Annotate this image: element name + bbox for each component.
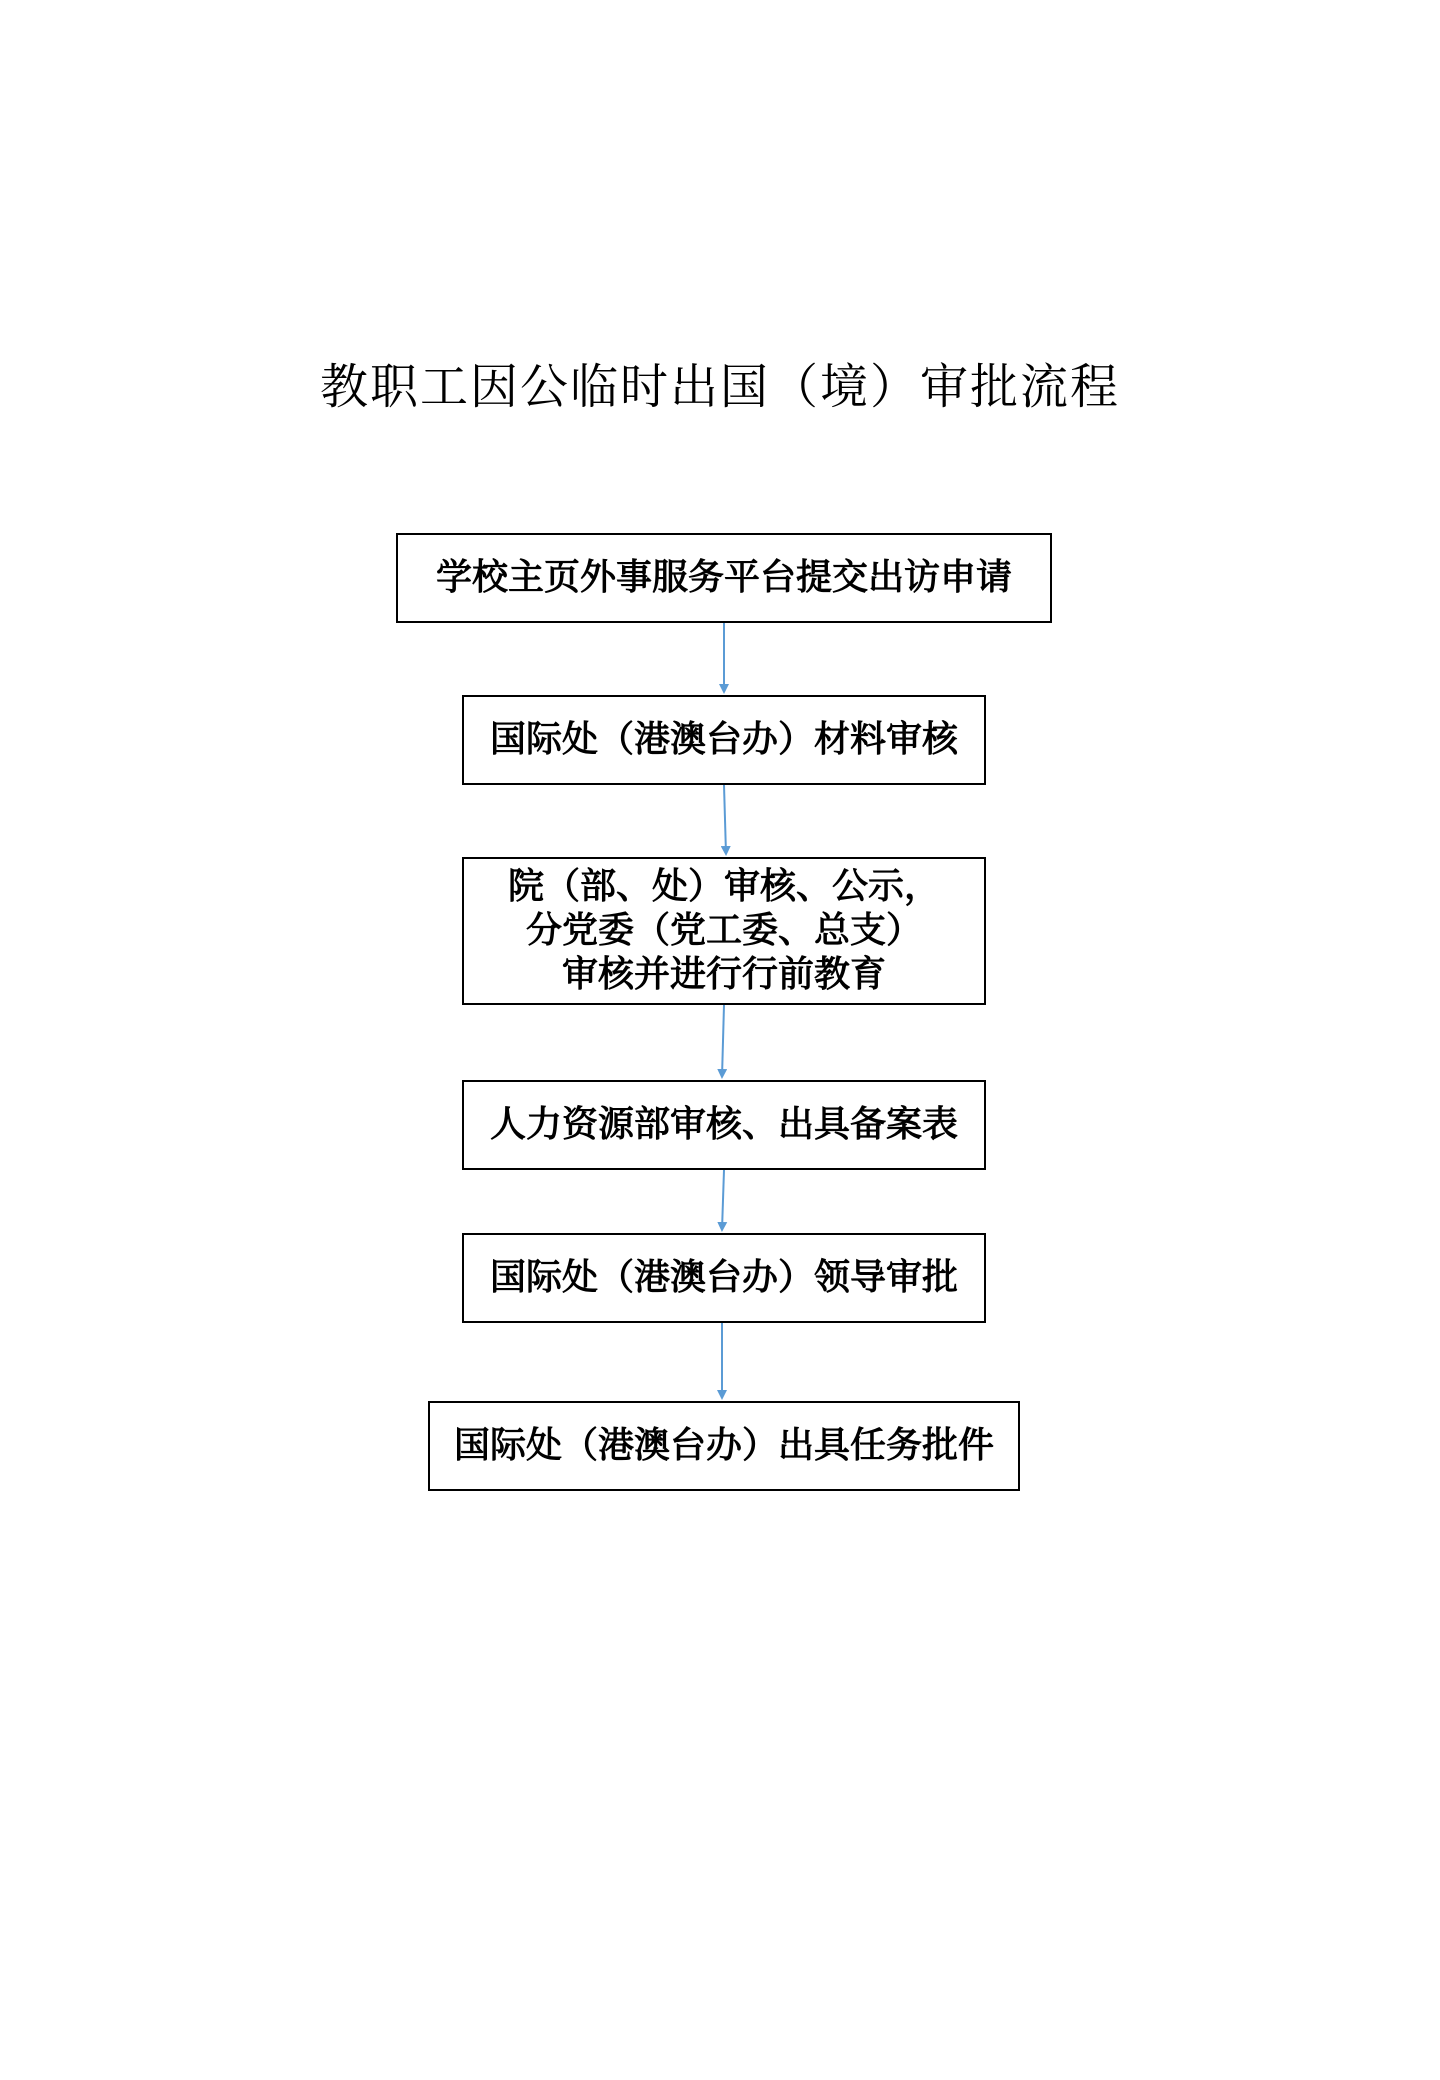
- flow-step-issue-approval: 国际处（港澳台办）出具任务批件: [428, 1401, 1020, 1491]
- flow-arrow-3: [722, 1005, 724, 1077]
- flow-arrow-4: [722, 1170, 724, 1230]
- flow-step-department-review: 院（部、处）审核、公示， 分党委（党工委、总支） 审核并进行行前教育: [462, 857, 986, 1005]
- flow-step-hr-review: 人力资源部审核、出具备案表: [462, 1080, 986, 1170]
- flow-step-material-review: 国际处（港澳台办）材料审核: [462, 695, 986, 785]
- flow-step-submit-application: 学校主页外事服务平台提交出访申请: [396, 533, 1052, 623]
- flow-arrow-2: [724, 785, 726, 854]
- flow-step-leader-approval: 国际处（港澳台办）领导审批: [462, 1233, 986, 1323]
- page-title: 教职工因公临时出国（境）审批流程: [319, 359, 1120, 415]
